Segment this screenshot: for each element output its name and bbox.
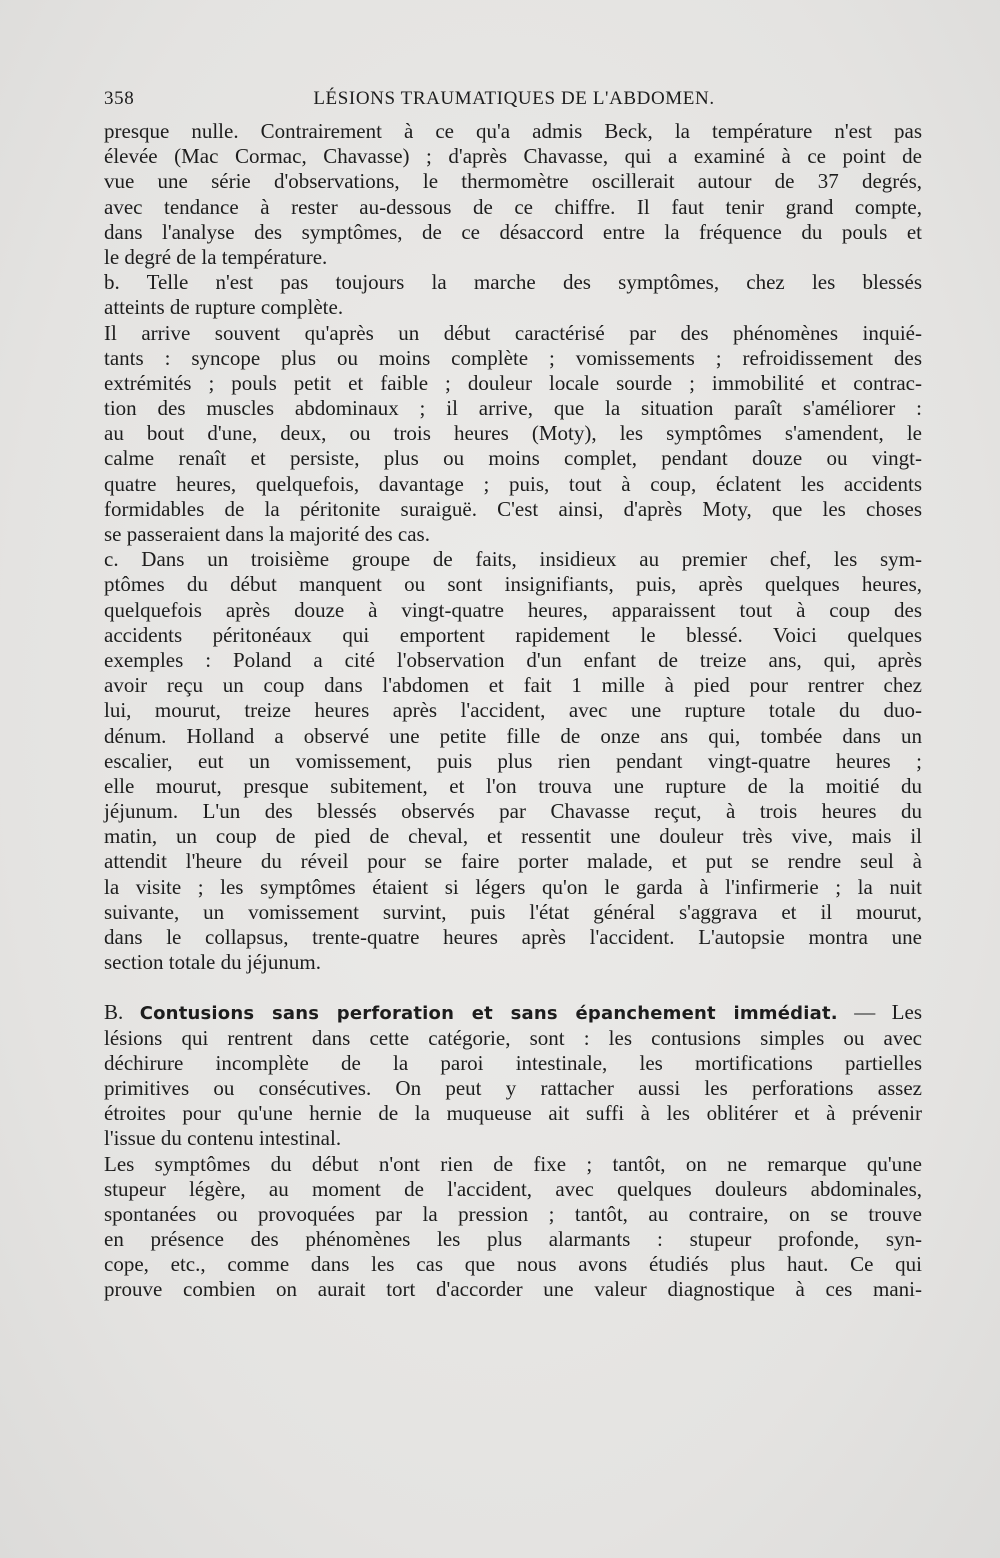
paragraph-b	[104, 270, 922, 320]
text-line: exemples : Poland a cité l'observation d'un enfant de treize ans, qui, après	[104, 647, 922, 672]
text-line: lui, mourut, treize heures après l'accident, avec une rupture totale du duo-	[104, 698, 922, 723]
text-line: accidents péritonéaux qui emportent rapidement le blessé. Voici quelques	[104, 622, 922, 647]
text-line: escalier, eut un vomissement, puis plus rien pendant vingt-quatre heures ;	[104, 748, 922, 773]
text-line: extrémités ; pouls petit et faible ; douleur locale sourde ; immobilité et contrac-	[104, 370, 922, 395]
text-line: atteints de rupture complète.	[104, 295, 344, 320]
text-line: matin, un coup de pied de cheval, et ressentit une douleur très vive, mais il	[104, 824, 922, 849]
text-line: tion des muscles abdominaux ; il arrive, que la situation paraît s'améliorer :	[104, 396, 922, 421]
text-line: calme renaît et persiste, plus ou moins complet, pendant douze ou vingt-	[104, 446, 922, 471]
text-line: dans le collapsus, trente-quatre heures après l'accident. L'autopsie montra une	[104, 925, 922, 949]
text-line: prouve combien on aurait tort d'accorder une valeur diagnostique à ces mani-	[104, 1277, 922, 1302]
text-line: elle mourut, presque subitement, et l'on trouva une rupture de la moitié du	[104, 773, 922, 798]
text-line: spontanées ou provoquées par la pression ; tantôt, au contraire, on se trouve	[104, 1201, 922, 1226]
page-number: 358	[104, 88, 135, 109]
text-line: section totale du jéjunum.	[104, 950, 321, 975]
body-text	[104, 119, 922, 1303]
page-header	[104, 88, 924, 118]
text-line: le degré de la température.	[104, 244, 328, 269]
text-line: suivante, un vomissement survint, puis l'état général s'aggrava et il mourut,	[104, 899, 922, 924]
text-line: avoir reçu un coup dans l'abdomen et fait 1 mille à pied pour rentrer chez	[104, 673, 922, 698]
paragraph-temperature	[104, 119, 922, 270]
section-b-lead-line	[104, 1000, 922, 1025]
paragraph-early-symptoms	[104, 1152, 922, 1303]
running-title: LÉSIONS TRAUMATIQUES DE L'ABDOMEN.	[313, 88, 715, 109]
paragraph-onset	[104, 321, 922, 548]
section-b-lead-rest: — Les	[854, 1000, 922, 1025]
text-line: l'issue du contenu intestinal.	[104, 1126, 342, 1151]
text-line: attendit l'heure du réveil pour se faire porter malade, et put se rendre seul à	[104, 849, 922, 874]
text-line: stupeur légère, au moment de l'accident, avec quelques douleurs abdominales,	[104, 1176, 922, 1201]
text-line: étroites pour qu'une hernie de la muqueuse ait suffi à les oblitérer et à prévenir	[104, 1101, 922, 1126]
text-line: vue une série d'observations, le thermomètre oscillerait autour de 37 degrés,	[104, 169, 922, 194]
section-b-label: B.	[104, 1000, 124, 1025]
text-line: au bout d'une, deux, ou trois heures (Moty), les symptômes s'amendent, le	[104, 421, 922, 446]
text-line: formidables de la péritonite suraiguë. C'est ainsi, d'après Moty, que les choses	[104, 496, 922, 521]
text-line: Il arrive souvent qu'après un début caractérisé par des phénomènes inquié-	[104, 320, 922, 345]
text-line: presque nulle. Contrairement à ce qu'a admis Beck, la température n'est pas	[104, 119, 922, 143]
text-line: lésions qui rentrent dans cette catégorie, sont : les contusions simples ou avec	[104, 1025, 922, 1050]
text-line: avec tendance à rester au-dessous de ce chiffre. Il faut tenir grand compte,	[104, 194, 922, 219]
text-line: en présence des phénomènes les plus alarmants : stupeur profonde, syn-	[104, 1227, 922, 1252]
section-b	[104, 1000, 922, 1151]
text-line: primitives ou consécutives. On peut y rattacher aussi les perforations assez	[104, 1075, 922, 1100]
text-line: ptômes du début manquent ou sont insignifiants, puis, après quelques heures,	[104, 572, 922, 597]
text-line: tants : syncope plus ou moins complète ; vomissements ; refroidissement des	[104, 345, 922, 370]
text-line: élevée (Mac Cormac, Chavasse) ; d'après Chavasse, qui a examiné à ce point de	[104, 144, 922, 169]
paragraph-c	[104, 547, 922, 975]
text-line: quelquefois après douze à vingt-quatre heures, apparaissent tout à coup des	[104, 597, 922, 622]
text-line: quatre heures, quelquefois, davantage ; puis, tout à coup, éclatent les accidents	[104, 471, 922, 496]
text-line: c. Dans un troisième groupe de faits, insidieux au premier chef, les sym-	[104, 547, 922, 572]
text-line: déchirure incomplète de la paroi intestinale, les mortifications partielles	[104, 1050, 922, 1075]
text-line: dans l'analyse des symptômes, de ce désaccord entre la fréquence du pouls et	[104, 219, 922, 244]
text-line: la visite ; les symptômes étaient si légers qu'on le garda à l'infirmerie ; la nuit	[104, 874, 922, 899]
text-line: dénum. Holland a observé une petite fille de onze ans qui, tombée dans un	[104, 723, 922, 748]
text-line: se passeraient dans la majorité des cas.	[104, 522, 430, 546]
section-spacer	[104, 975, 922, 1000]
section-heading: Contusions sans perforation et sans épanchement immédiat.	[139, 1003, 838, 1025]
text-line: cope, etc., comme dans les cas que nous avons étudiés plus haut. Ce qui	[104, 1252, 922, 1277]
text-line: b. Telle n'est pas toujours la marche des symptômes, chez les blessés	[104, 270, 922, 295]
text-line: Les symptômes du début n'ont rien de fixe ; tantôt, on ne remarque qu'une	[104, 1151, 922, 1176]
text-line: jéjunum. L'un des blessés observés par Chavasse reçut, à trois heures du	[104, 799, 922, 824]
